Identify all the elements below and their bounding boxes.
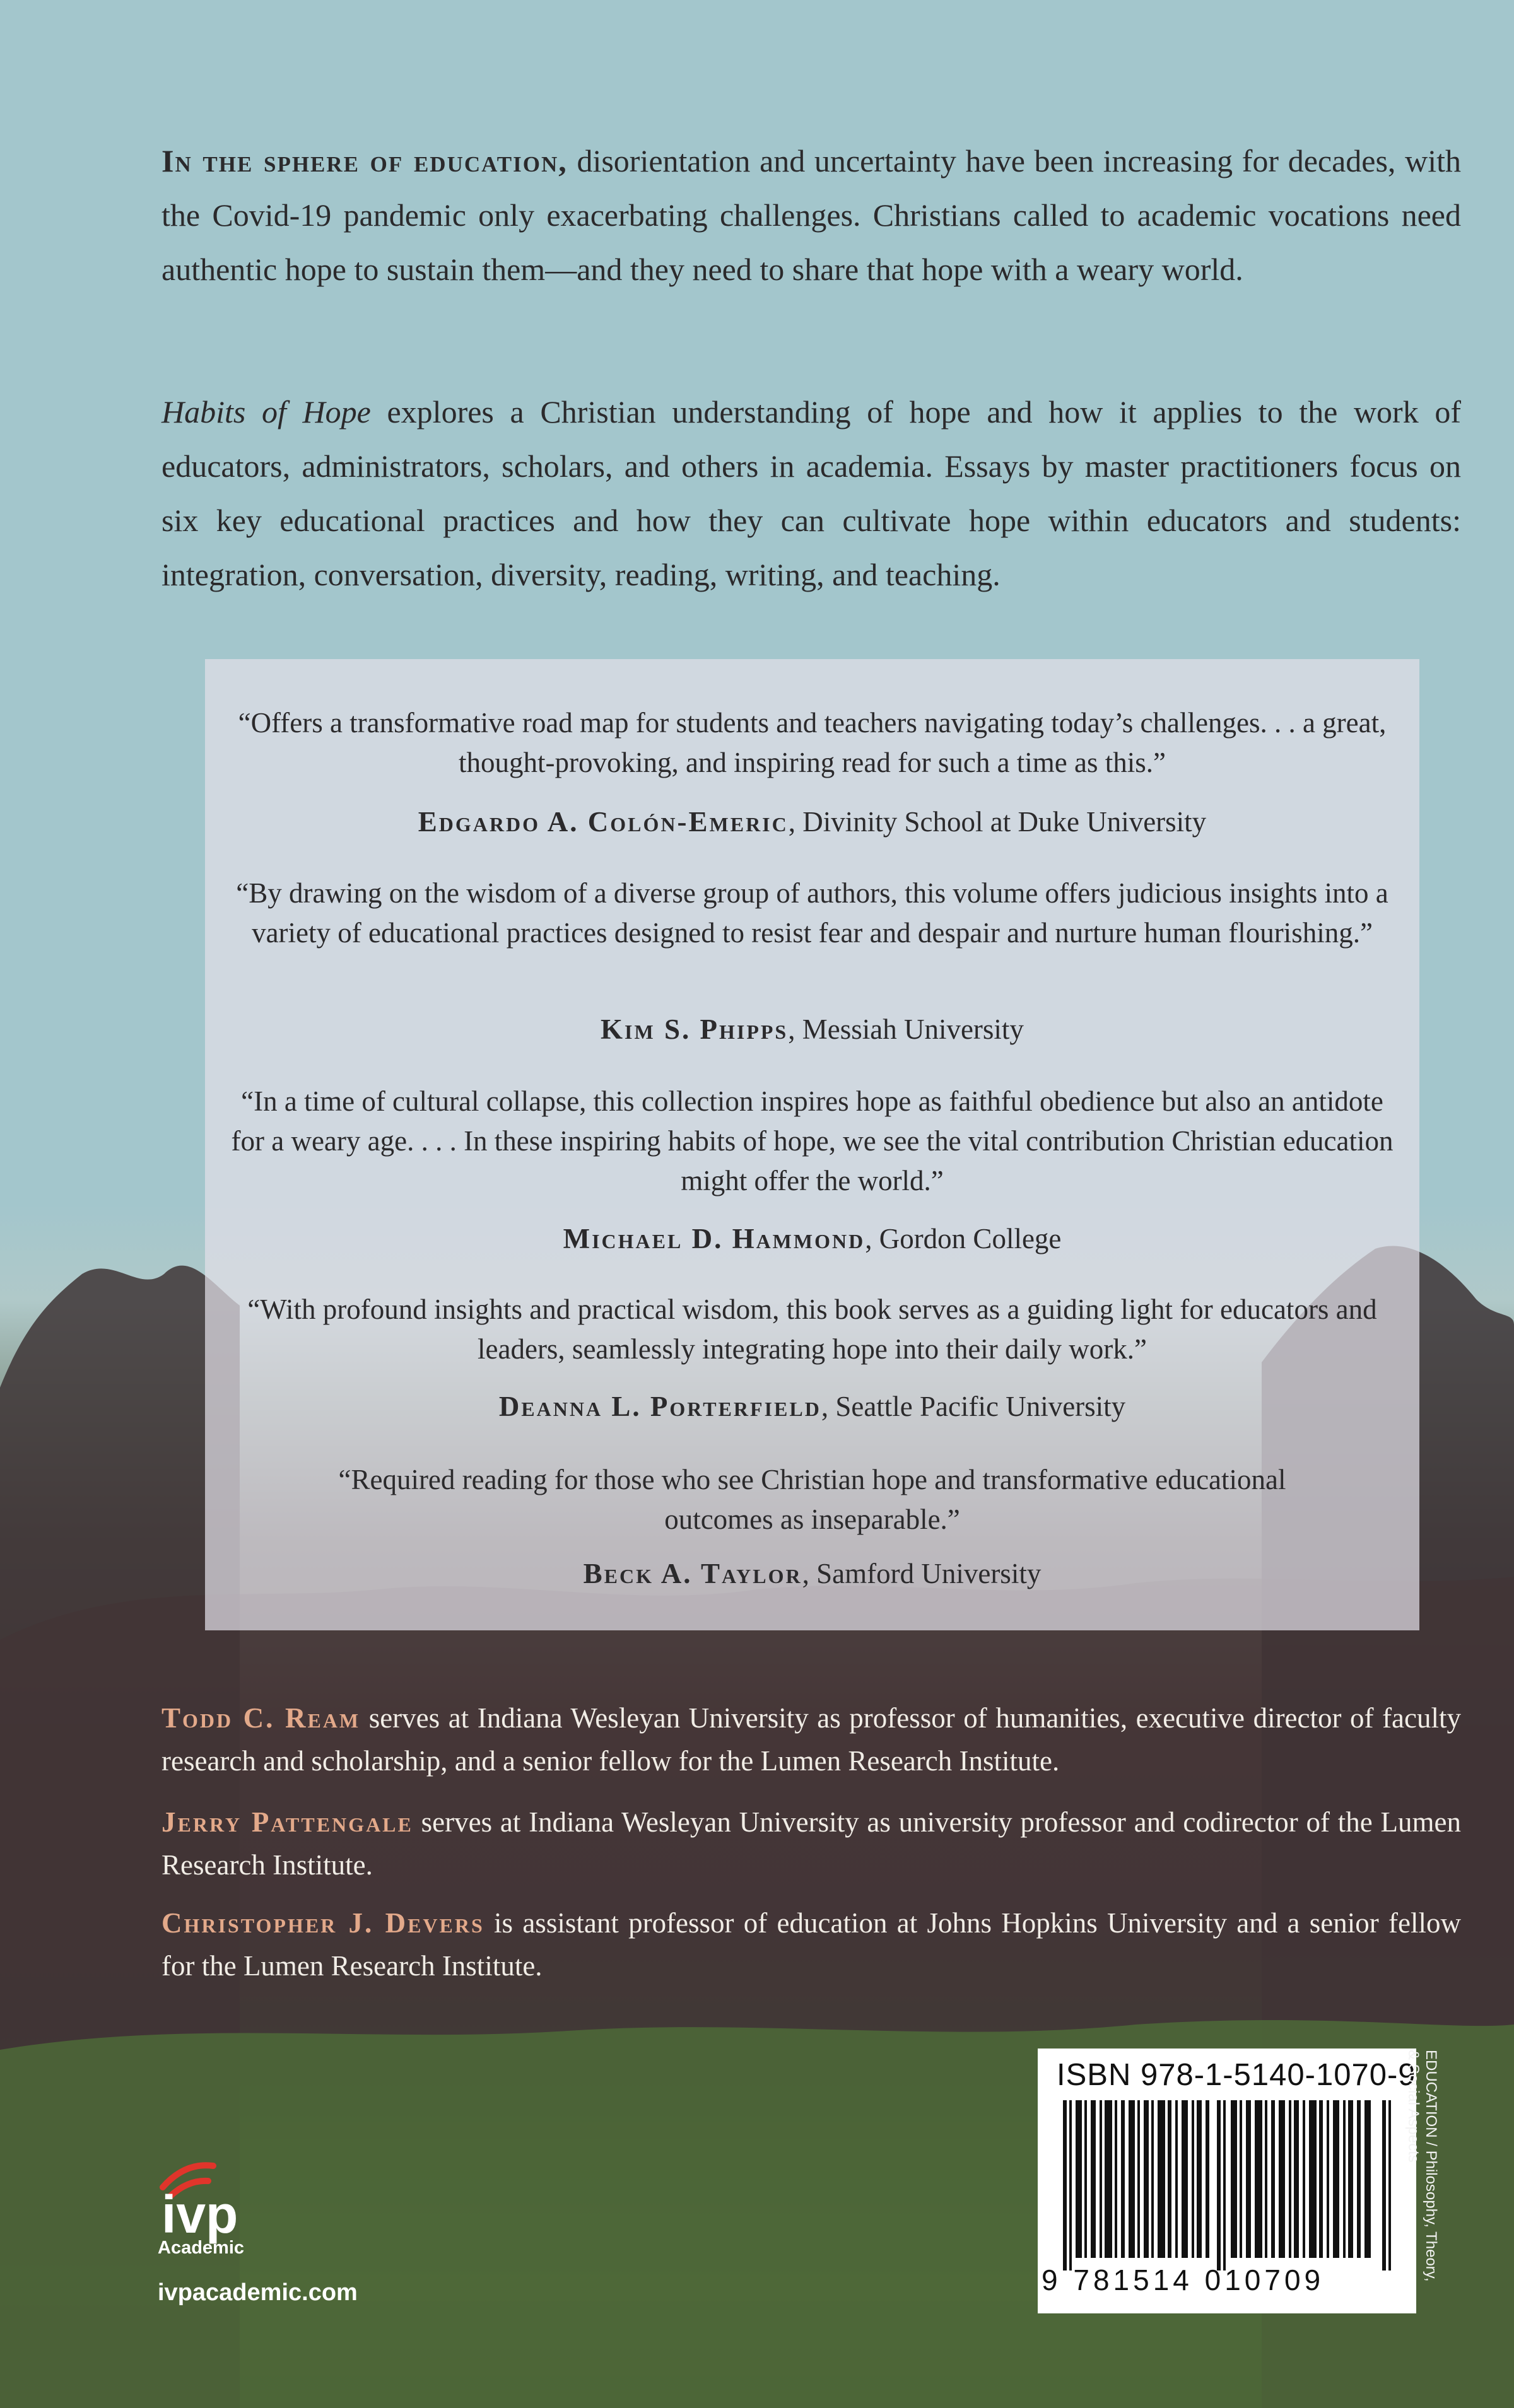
author-bio xyxy=(161,1902,1461,1987)
author-bio xyxy=(161,1697,1461,1782)
publisher-url[interactable]: ivpacademic.com xyxy=(158,2279,358,2306)
endorser-affiliation: , Seattle Pacific University xyxy=(821,1391,1126,1422)
endorser-name: Michael D. Hammond xyxy=(563,1223,866,1254)
author-bio-text: is assistant professor of education at Johns Hopkins University and a senior fellow for the Lumen Research Institute. xyxy=(161,1907,1461,1982)
author-name: Jerry Pattengale xyxy=(161,1806,413,1838)
isbn-label: ISBN 978-1-5140-1070-9 xyxy=(1057,2058,1416,2092)
logo-imprint: Academic xyxy=(158,2238,245,2258)
endorsement-quote: “Offers a transformative road map for students and teachers navigating today’s challenges. . . a great, thought-provoking, and inspiring read for such a time as this.” xyxy=(238,707,1387,778)
author-name: Todd C. Ream xyxy=(161,1702,361,1734)
bisac-category xyxy=(1405,2050,1458,2315)
endorser-name: Kim S. Phipps xyxy=(601,1014,789,1045)
category-line-2: & Social Aspects xyxy=(1405,2050,1422,2163)
description-text-1: disorientation and uncertainty have been increasing for decades, with the Covid-19 pandemic only exacerbating challenges. Christians called to academic vocations need authentic hope to sustain them—and they need to share that hope with a weary world. xyxy=(161,143,1461,287)
barcode-bars xyxy=(1063,2100,1397,2271)
endorsement-attribution xyxy=(205,1010,1419,1048)
endorser-name: Edgardo A. Colón-Emeric xyxy=(418,806,789,838)
logo-wordmark: ivp xyxy=(161,2185,238,2244)
author-name: Christopher J. Devers xyxy=(161,1907,484,1939)
description-paragraph-2 xyxy=(161,385,1461,602)
author-bio-text: serves at Indiana Wesleyan University as university professor and codirector of the Lumen Research Institute. xyxy=(161,1806,1461,1881)
author-bio-text: serves at Indiana Wesleyan University as professor of humanities, executive director of faculty research and scholarship, and a senior fellow for the Lumen Research Institute. xyxy=(161,1702,1462,1777)
endorser-affiliation: , Divinity School at Duke University xyxy=(788,806,1207,838)
endorser-affiliation: , Gordon College xyxy=(865,1223,1062,1254)
isbn-number: 9 781514 010709 xyxy=(1042,2264,1325,2296)
endorser-affiliation: , Samford University xyxy=(802,1558,1042,1589)
category-line-1: EDUCATION / Philosophy, Theory, xyxy=(1423,2050,1440,2282)
endorsement-attribution xyxy=(205,1220,1419,1258)
endorser-name: Beck A. Taylor xyxy=(583,1558,802,1589)
endorsement-quote: “By drawing on the wisdom of a diverse group of authors, this volume offers judicious insights into a variety of educational practices designed to resist fear and despair and nurture human flourishing.” xyxy=(236,877,1388,949)
description-paragraph-1 xyxy=(161,134,1461,296)
endorser-affiliation: , Messiah University xyxy=(788,1014,1024,1045)
endorsement-attribution xyxy=(205,1388,1419,1425)
endorser-name: Deanna L. Porterfield xyxy=(498,1391,821,1422)
isbn-barcode xyxy=(1038,2049,1416,2313)
endorsements-panel xyxy=(205,659,1419,1630)
description-lead-in: In the sphere of education, xyxy=(161,143,568,178)
description-text-2: explores a Christian understanding of hope and how it applies to the work of educators, administrators, scholars, and others in academia. Essays by master practitioners focus on six key educational practices and how they can cultivate hope within educators and students: integration, conversation, diversity, reading, writing, and teaching. xyxy=(161,394,1461,592)
endorsement-quote: “With profound insights and practical wisdom, this book serves as a guiding light for educators and leaders, seamlessly integrating hope into their daily work.” xyxy=(247,1294,1377,1365)
book-title: Habits of Hope xyxy=(161,394,371,430)
endorsement-attribution xyxy=(205,1555,1419,1593)
author-bio xyxy=(161,1801,1461,1886)
endorsement-attribution xyxy=(205,803,1419,841)
endorsement-quote: “Required reading for those who see Christian hope and transformative educational outcomes as inseparable.” xyxy=(338,1464,1286,1535)
endorsement-quote: “In a time of cultural collapse, this collection inspires hope as faithful obedience but also an antidote for a weary age. . . . In these inspiring habits of hope, we see the vital contribution Christian education might offer the world.” xyxy=(231,1085,1394,1196)
